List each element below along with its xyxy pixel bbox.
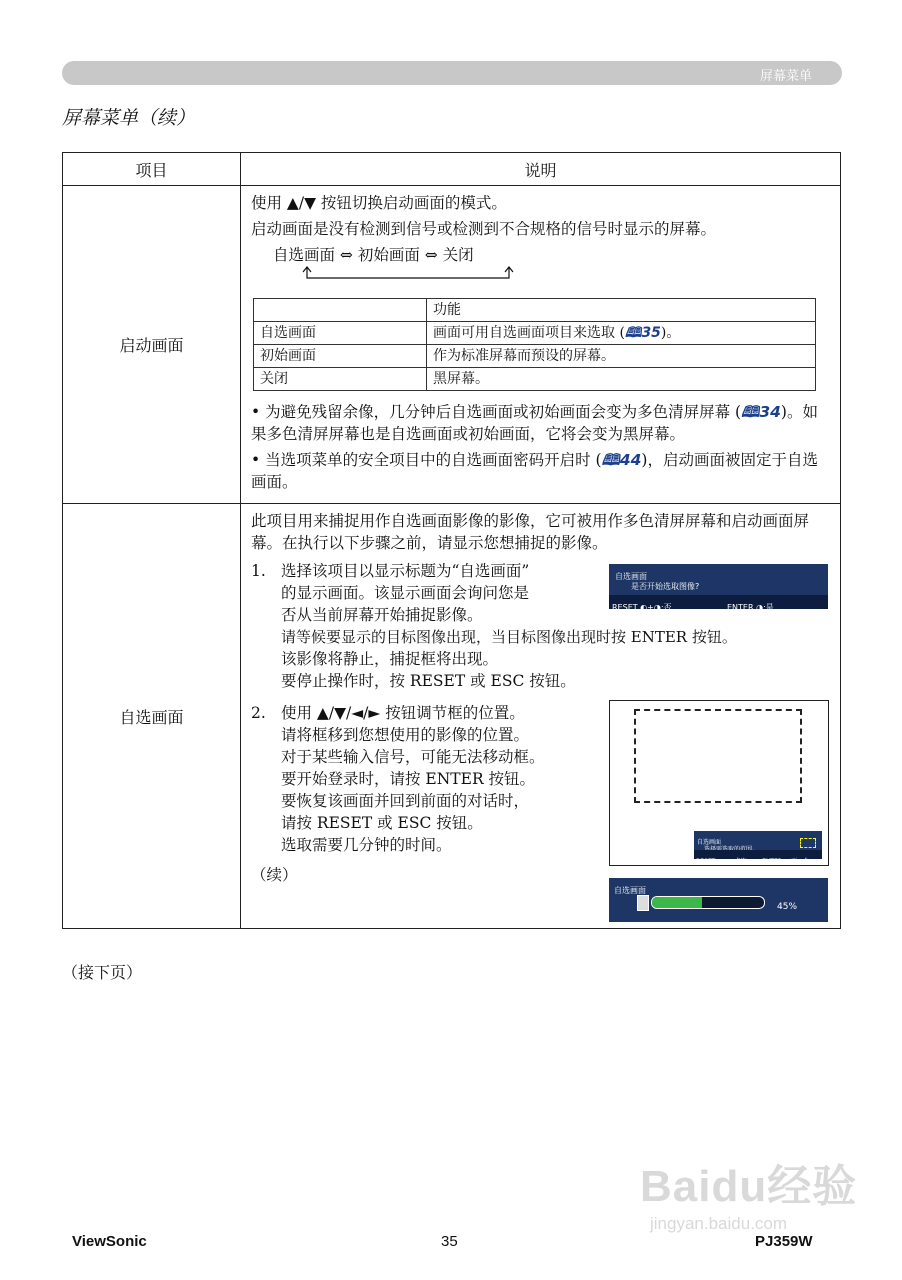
osd-title: 自选画面	[697, 839, 722, 846]
sub-cell-desc: 作为标准屏幕而预设的屏幕。	[427, 345, 816, 368]
page-ref: 34	[759, 403, 781, 421]
step-line: 该影像将静止，捕捉框将出现。	[281, 650, 499, 668]
step-line: 对于某些输入信号，可能无法移动框。	[281, 748, 545, 766]
capture-screen-illustration	[609, 700, 829, 866]
sub-row	[254, 322, 816, 345]
sub-desc-close: )。	[660, 325, 681, 341]
step-line: 否从当前屏幕开始捕捉影像。	[281, 606, 483, 624]
footer-brand: ViewSonic	[72, 1233, 147, 1250]
capture-frame-dashed	[634, 709, 802, 803]
sub-cell-name: 自选画面	[254, 322, 427, 345]
sub-row	[254, 368, 816, 391]
step-number: 1.	[251, 562, 266, 580]
step-line: 要停止操作时，按 RESET 或 ESC 按钮。	[281, 672, 576, 690]
mode-cycle: 自选画面 ⇔ 初始画面 ⇔ 关闭	[273, 246, 474, 264]
osd-confirm-dialog	[609, 564, 828, 612]
table-row	[63, 504, 841, 929]
col-header-desc: 说明	[241, 153, 841, 186]
hourglass-icon	[637, 895, 649, 911]
cycle-return-arrow-icon	[301, 266, 516, 284]
step-line: 使用 ▲/▼/◄/► 按钮调节框的位置。	[281, 704, 525, 722]
continued-note: （续）	[251, 866, 298, 884]
sub-row	[254, 345, 816, 368]
step-line: 要开始登录时，请按 ENTER 按钮。	[281, 770, 536, 788]
page-ref: 44	[619, 451, 642, 469]
osd-title: 自选画面	[614, 886, 646, 895]
sub-cell-desc: 黑屏幕。	[427, 368, 816, 391]
page-title: 屏幕菜单（续）	[62, 107, 196, 129]
osd-hint-bar	[609, 595, 828, 612]
row-desc-startup	[241, 186, 841, 504]
footer-model: PJ359W	[755, 1233, 813, 1250]
baidu-watermark	[640, 1150, 857, 1234]
sub-cell-desc	[427, 322, 816, 345]
capture-frame-mini-icon	[800, 838, 816, 848]
step-line: 请将框移到您想使用的影像的位置。	[281, 726, 530, 744]
row-item-mypicture: 自选画面	[63, 504, 241, 929]
book-icon: 🕮	[624, 325, 642, 341]
page-ref: 35	[641, 325, 661, 341]
osd-left-hint: RESET,◐+◑:否	[612, 603, 672, 612]
note-text: • 为避免残留余像，几分钟后自选画面或初始画面会变为多色清屏屏幕 (	[251, 403, 742, 421]
col-header-item: 项目	[63, 153, 241, 186]
progress-bar	[651, 896, 765, 909]
header-section-label: 屏幕菜单	[759, 69, 812, 84]
step-number: 2.	[251, 704, 266, 722]
sub-cell-name: 初始画面	[254, 345, 427, 368]
osd-title: 自选画面	[615, 572, 647, 581]
osd-hint-bar	[694, 850, 822, 865]
note-text: )，启动画面被固定于自选画面。	[251, 451, 818, 491]
note-paragraph	[251, 449, 830, 493]
settings-table	[62, 152, 841, 929]
step-line: 选择该项目以显示标题为“自选画面”	[281, 562, 530, 580]
row-desc-mypicture	[241, 504, 841, 929]
watermark-logo: Baidu经验	[640, 1162, 858, 1211]
table-header-row	[63, 153, 841, 186]
osd-right-hint: ENTER,◑:下一个	[762, 858, 810, 865]
watermark-url: jingyan.baidu.com	[650, 1214, 788, 1233]
desc-paragraph: 此项目用来捕捉用作自选画面影像的影像，它可被用作多色清屏屏幕和启动画面屏幕。在执行以下步骤之前，请显示您想捕捉的影像。	[251, 512, 810, 552]
step-line: 请按 RESET 或 ESC 按钮。	[281, 814, 483, 832]
desc-paragraph: 使用 ▲/▼ 按钮切换启动画面的模式。	[251, 194, 507, 212]
sub-cell-name: 关闭	[254, 368, 427, 391]
book-icon: 🕮	[741, 403, 760, 421]
header-bar	[62, 61, 842, 85]
osd-question: 是否开始选取图像?	[631, 582, 700, 591]
sub-header-cell: 功能	[427, 299, 816, 322]
desc-paragraph: 启动画面是没有检测到信号或检测到不合规格的信号时显示的屏幕。	[251, 220, 717, 238]
sub-desc-text: 画面可用自选画面项目来选取 (	[433, 325, 625, 341]
note-paragraph	[251, 401, 830, 445]
progress-fill	[652, 897, 702, 908]
osd-left-hint: RESET,◐+◑:点取	[696, 858, 747, 865]
note-text: • 当选项菜单的安全项目中的自选画面密码开启时 (	[251, 451, 602, 469]
row-item-startup: 启动画面	[63, 186, 241, 504]
note-text: )。如果多色清屏屏幕也是自选画面或初始画面，它将会变为黑屏幕。	[251, 403, 818, 443]
sub-header-cell	[254, 299, 427, 322]
step-line: 请等候要显示的目标图像出现，当目标图像出现时按 ENTER 按钮。	[281, 628, 737, 646]
step-line: 的显示画面。该显示画面会询问您是	[281, 584, 530, 602]
osd-region-dialog	[694, 831, 822, 865]
osd-right-hint: ENTER,◑:是	[727, 603, 774, 612]
startup-options-table	[253, 298, 816, 391]
footer-page-number: 35	[441, 1233, 458, 1250]
book-icon: 🕮	[601, 451, 620, 469]
step-line: 要恢复该画面并回到前面的对话时，	[281, 792, 530, 810]
continued-label: （接下页）	[62, 963, 143, 982]
osd-progress-dialog	[609, 878, 828, 922]
table-row	[63, 186, 841, 504]
sub-header-row	[254, 299, 816, 322]
step-line: 选取需要几分钟的时间。	[281, 836, 452, 854]
progress-percent: 45%	[777, 902, 798, 912]
